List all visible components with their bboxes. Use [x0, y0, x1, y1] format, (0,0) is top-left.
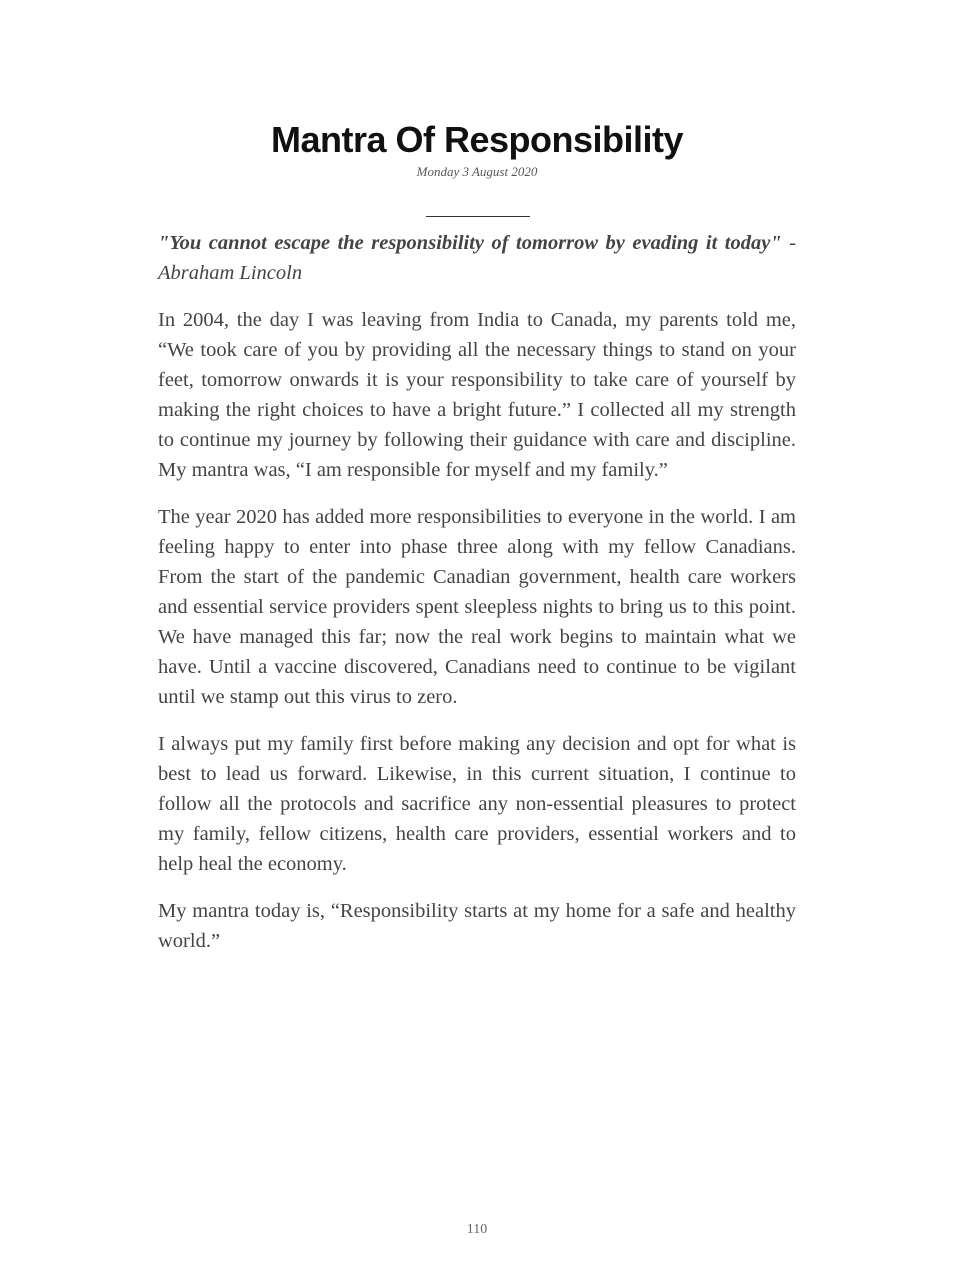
quote-author: Abraham Lincoln: [158, 262, 303, 284]
paragraph: In 2004, the day I was leaving from India to Canada, my parents told me, “We took care of you by providing all the necessary things to stand on your feet, tomorrow onwards it is your responsibility to take care of yourself by making the right choices to have a bright future.” I collected all my strength to continue my journey by following their guidance with care and discipline. My mantra was, “I am responsible for myself and my family.”: [158, 309, 796, 481]
page-title: Mantra Of Responsibility: [270, 119, 684, 160]
article-body: [158, 228, 796, 973]
paragraph: The year 2020 has added more responsibilities to everyone in the world. I am feeling happy to enter into phase three along with my fellow Canadians. From the start of the pandemic Canadian government, health care workers and essential service providers spent sleepless nights to bring us to this point. We have managed this far; now the real work begins to maintain what we have. Until a vaccine discovered, Canadians need to continue to be vigilant until we stamp out this virus to zero.: [158, 506, 796, 708]
title-divider: [426, 216, 530, 217]
page-number: 110: [466, 1222, 488, 1237]
post-date: Monday 3 August 2020: [416, 164, 538, 179]
paragraph: I always put my family first before making any decision and opt for what is best to lead us forward. Likewise, in this current situation, I continue to follow all the protocols and sacrifice any non-essential pleasures to protect my family, fellow citizens, health care providers, essential workers and to help heal the economy.: [158, 733, 796, 875]
paragraph: My mantra today is, “Responsibility starts at my home for a safe and healthy world.”: [158, 900, 796, 952]
quote-separator: -: [781, 232, 797, 254]
quote-text: "You cannot escape the responsibility of tomorrow by evading it today": [158, 232, 782, 254]
epigraph-quote: [158, 228, 796, 288]
